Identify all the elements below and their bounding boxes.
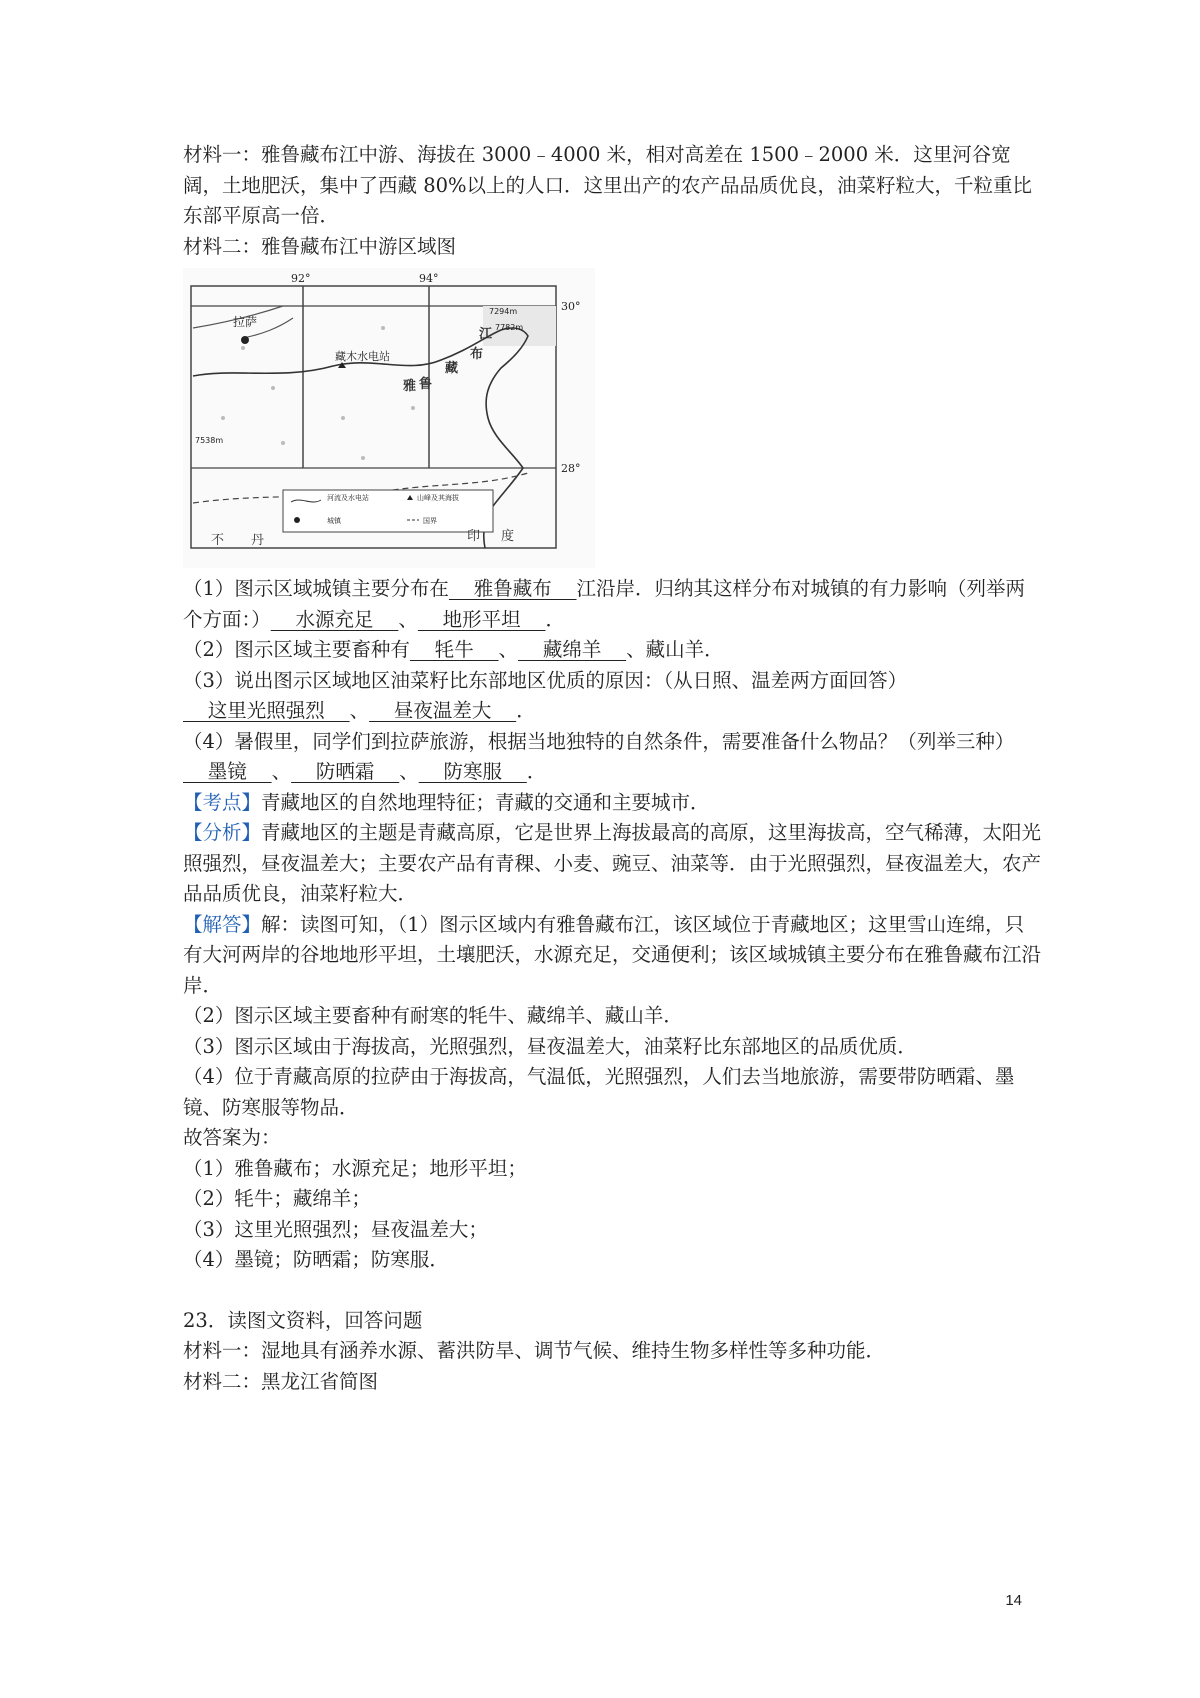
peak-label: 7782m [495, 323, 524, 332]
question-2: （2）图示区域主要畜种有 牦牛 、 藏绵羊 、藏山羊． [183, 638, 724, 661]
country-char: 度 [501, 529, 515, 544]
answer-blank: 墨镜 [183, 760, 272, 783]
question-4: （4）暑假里，同学们到拉萨旅游，根据当地独特的自然条件，需要准备什么物品？（列举三种） 墨镜 、 防晒霜 、 防寒服 ． [183, 729, 1015, 783]
station-label: 藏木水电站 [335, 350, 390, 363]
answer-blank: 防晒霜 [291, 760, 400, 783]
country-char: 不 [211, 533, 225, 548]
answer-blank: 牦牛 [409, 638, 499, 661]
answer-blank: 藏绵羊 [518, 638, 627, 661]
yarlung-map [183, 268, 595, 568]
river-char: 藏 [445, 361, 459, 376]
lon-label: 92° [291, 272, 311, 285]
page-number: 14 [1005, 1592, 1022, 1609]
answer-blank: 这里光照强烈 [183, 699, 350, 722]
river-char: 鲁 [419, 377, 433, 392]
answer-line: （2）图示区域主要畜种有耐寒的牦牛、藏绵羊、藏山羊． [183, 1004, 683, 1027]
fenxi-tag: 【分析】 [183, 821, 262, 844]
country-char: 印 [467, 529, 481, 544]
question-1: （1）图示区域城镇主要分布在 雅鲁藏布 江沿岸．归纳其这样分布对城镇的有力影响（列举两个方面：） 水源充足 、 地形平坦 ． [183, 577, 1026, 631]
answer-line: 故答案为： [183, 1126, 281, 1149]
answer-blank: 防寒服 [418, 760, 527, 783]
answer-blank: 水源充足 [270, 607, 399, 631]
answer-line: （1）雅鲁藏布；水源充足；地形平坦； [183, 1156, 527, 1180]
river-char: 布 [470, 347, 484, 362]
q23-material1: 材料一：湿地具有涵养水源、蓄洪防旱、调节气候、维持生物多样性等多种功能． [183, 1339, 886, 1362]
answer-line: （2）牦牛；藏绵羊； [183, 1187, 371, 1210]
material2-text: 材料二：雅鲁藏布江中游区域图 [183, 234, 457, 258]
lasa-label: 拉萨 [233, 315, 258, 329]
river-char: 江 [479, 327, 493, 342]
answer-line: （3）图示区域由于海拔高，光照强烈，昼夜温差大，油菜籽比东部地区的品质优质． [183, 1034, 917, 1058]
kaodian-tag: 【考点】 [183, 790, 262, 814]
q23-material2: 材料二：黑龙江省简图 [183, 1369, 379, 1393]
document-page [183, 140, 1043, 1397]
answer-blank: 昼夜温差大 [369, 699, 517, 722]
lat-label: 30° [561, 300, 581, 313]
map-figure [183, 268, 595, 568]
svg-text:河流及水电站: 河流及水电站 [327, 494, 369, 502]
question-3: （3）说出图示区域地区油菜籽比东部地区优质的原因：（从日照、温差两方面回答） 这里光照强烈 、 昼夜温差大 ． [183, 668, 908, 722]
river-char: 雅 [403, 379, 417, 394]
answer-line: （4）墨镜；防晒霜；防寒服． [183, 1248, 449, 1271]
fenxi-section: 【分析】青藏地区的主题是青藏高原，它是世界上海拔最高的高原，这里海拔高，空气稀薄，太阳光照强烈，昼夜温差大；主要农产品有青稞、小麦、豌豆、油菜等．由于光照强烈，昼夜温差大，农产品品质优良，油菜籽粒大． [183, 821, 1042, 905]
country-char: 丹 [251, 533, 265, 548]
svg-text:城镇: 城镇 [327, 517, 341, 525]
legend-box [283, 490, 493, 532]
lasa-marker [241, 336, 249, 344]
jieda-section: 【解答】解：读图可知，（1）图示区域内有雅鲁藏布江，该区域位于青藏地区；这里雪山连绵，只有大河两岸的谷地地形平坦，土壤肥沃，水源充足，交通便利；该区域城镇主要分布在雅鲁藏布江沿岸． [183, 912, 1042, 997]
lon-label: 94° [419, 272, 439, 285]
material1-text: 材料一：雅鲁藏布江中游、海拔在 3000﹣4000 米，相对高差在 1500﹣2000 米．这里河谷宽阔，土地肥沃，集中了西藏 80%以上的人口．这里出产的农产品品质优良，油菜籽粒大，千粒重比东部平原高一倍． [183, 143, 1033, 227]
q23-title: 23．读图文资料，回答问题 [183, 1308, 423, 1332]
answer-line: （4）位于青藏高原的拉萨由于海拔高，气温低，光照强烈，人们去当地旅游，需要带防晒霜、墨镜、防寒服等物品． [183, 1065, 1015, 1119]
kaodian-section: 【考点】青藏地区的自然地理特征；青藏的交通和主要城市． [183, 790, 710, 814]
answer-blank: 地形平坦 [417, 607, 546, 631]
svg-text:山峰及其海拔: 山峰及其海拔 [417, 494, 459, 502]
svg-text:国界: 国界 [423, 517, 437, 525]
answer-line: （3）这里光照强烈；昼夜温差大； [183, 1217, 488, 1241]
lat-label: 28° [561, 462, 581, 475]
answer-blank: 雅鲁藏布 [448, 577, 577, 600]
jieda-tag: 【解答】 [183, 912, 262, 936]
peak-label: 7538m [195, 436, 224, 445]
peak-label: 7294m [489, 307, 518, 316]
